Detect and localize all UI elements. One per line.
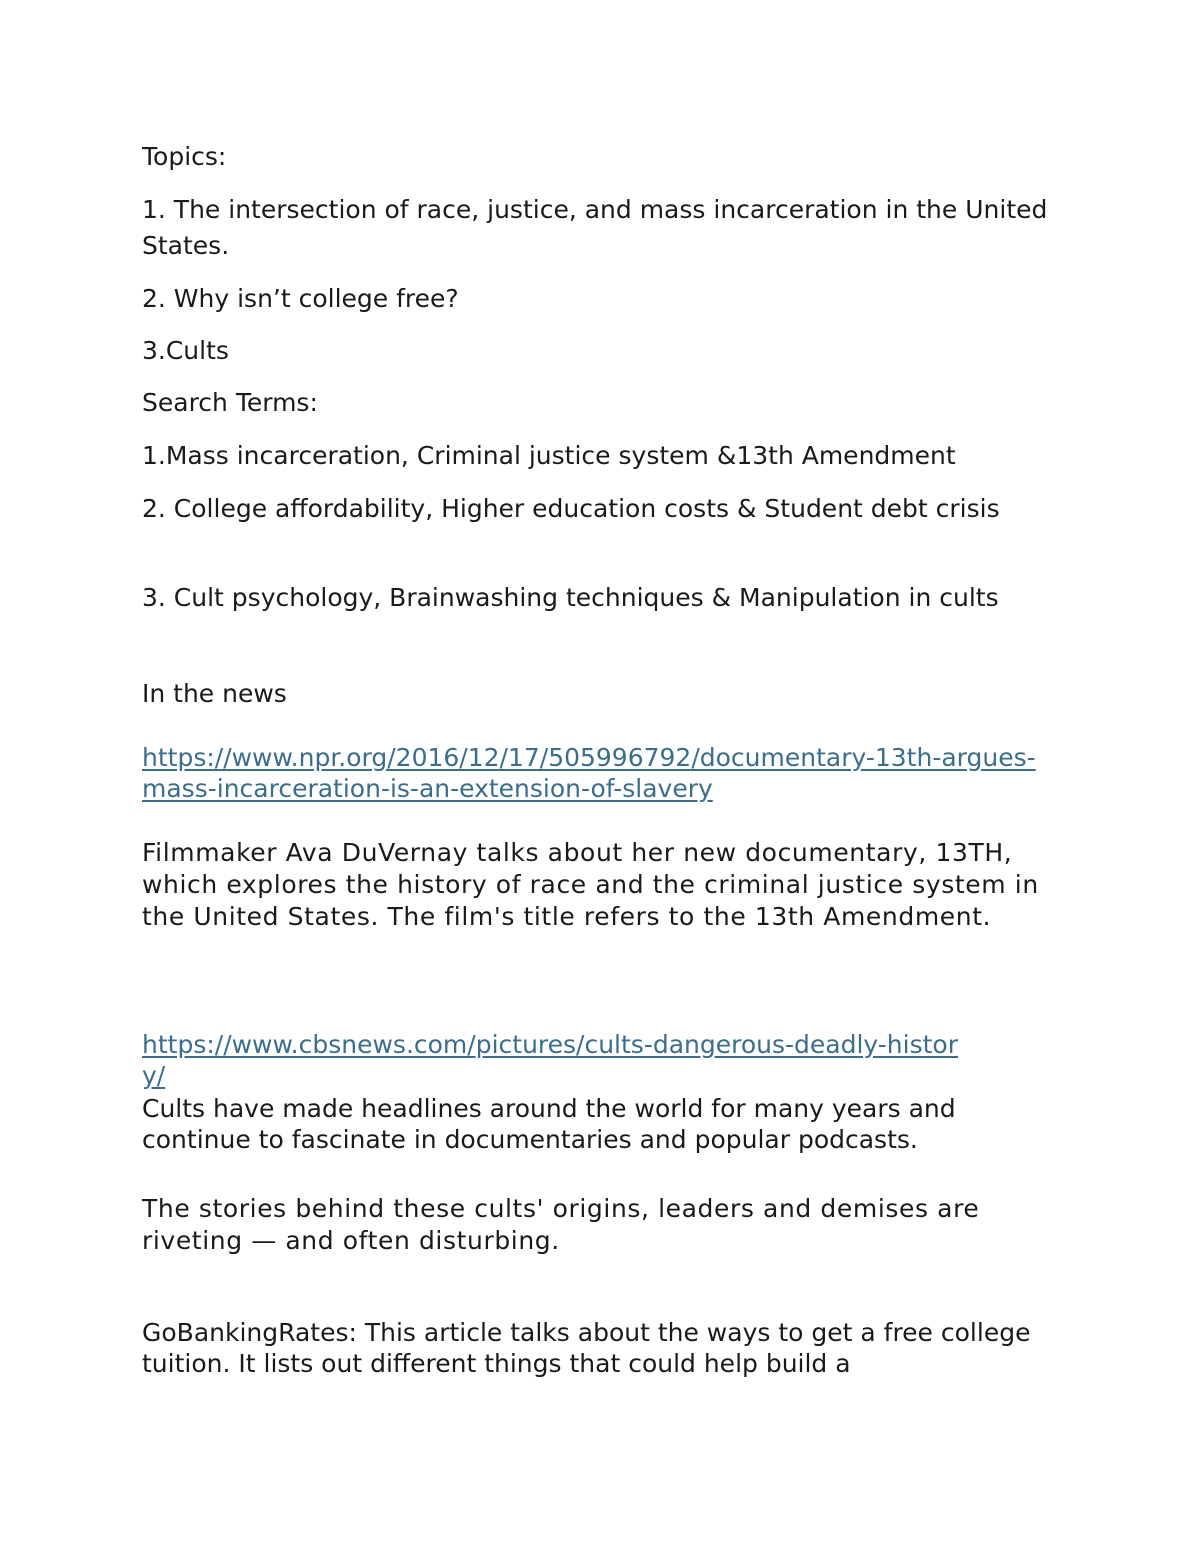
search-terms-heading: Search Terms: bbox=[142, 388, 318, 417]
search-term-item-3: 3. Cult psychology, Brainwashing techniques & Manipulation in cults bbox=[142, 583, 999, 612]
cbs-link-text[interactable]: https://www.cbsnews.com/pictures/cults-dangerous-deadly-history/ bbox=[142, 1030, 959, 1090]
topic-item-1: 1. The intersection of race, justice, and mass incarceration in the United States. bbox=[142, 195, 1048, 260]
npr-link-text[interactable]: https://www.npr.org/2016/12/17/505996792/documentary-13th-argues-mass-incarceration-is-an-extension-of-slavery bbox=[142, 743, 1036, 803]
cbs-article-summary-2: The stories behind these cults' origins, leaders and demises are riveting — and often disturbing. bbox=[142, 1194, 980, 1255]
gobanking-summary: GoBankingRates: This article talks about the ways to get a free college tuition. It lists out different things that could help build a bbox=[142, 1318, 1031, 1378]
search-term-item-2: 2. College affordability, Higher education costs & Student debt crisis bbox=[142, 494, 1000, 523]
topic-item-2: 2. Why isn’t college free? bbox=[142, 284, 459, 313]
cbs-article-summary-1: Cults have made headlines around the world for many years and continue to fascinate in documentaries and popular podcasts. bbox=[142, 1094, 956, 1154]
topic-item-3: 3.Cults bbox=[142, 336, 229, 365]
cbs-article-link[interactable] bbox=[142, 1029, 972, 1091]
news-heading: In the news bbox=[142, 679, 287, 708]
npr-article-summary: Filmmaker Ava DuVernay talks about her new documentary, 13TH, which explores the history of race and the criminal justice system in the United States. The film's title refers to the 13th Amendment. bbox=[142, 838, 1039, 931]
npr-article-link[interactable] bbox=[142, 742, 1042, 804]
search-term-item-1: 1.Mass incarceration, Criminal justice system &13th Amendment bbox=[142, 441, 956, 470]
topics-heading: Topics: bbox=[142, 142, 227, 171]
